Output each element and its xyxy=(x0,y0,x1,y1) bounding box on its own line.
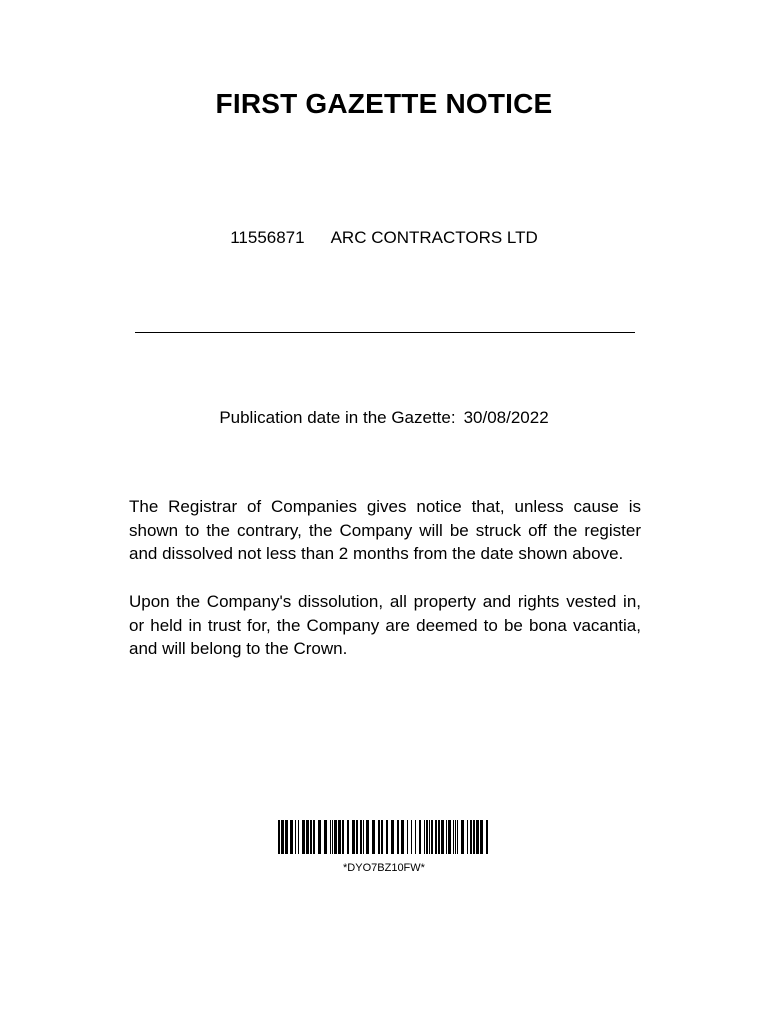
barcode-bar xyxy=(366,820,369,854)
barcode-bar xyxy=(278,820,280,854)
barcode-bar xyxy=(457,820,458,854)
page-title: FIRST GAZETTE NOTICE xyxy=(215,88,553,119)
barcode-bar xyxy=(426,820,428,854)
barcode-bar xyxy=(332,820,333,854)
barcode-bar xyxy=(438,820,440,854)
barcode-bar xyxy=(356,820,358,854)
barcode-bar xyxy=(302,820,305,854)
barcode-bar xyxy=(391,820,394,854)
barcode-bar xyxy=(290,820,293,854)
barcode-bar xyxy=(324,820,327,854)
barcode-bar xyxy=(441,820,444,854)
barcode-bar xyxy=(435,820,437,854)
barcode-bar xyxy=(446,820,447,854)
notice-paragraph-strike-off: The Registrar of Companies gives notice that, unless cause is shown to the contrary, the Company will be struck off the register and dissolved not less than 2 months from the date shown above. xyxy=(129,497,641,563)
barcode-bar xyxy=(381,820,383,854)
publication-date-value: 30/08/2022 xyxy=(463,408,549,427)
divider xyxy=(135,332,635,333)
barcode-bar xyxy=(470,820,472,854)
publication-date-label: Publication date in the Gazette: xyxy=(219,408,456,427)
barcode-bar xyxy=(397,820,399,854)
barcode-bar xyxy=(473,820,475,854)
barcode-bar xyxy=(363,820,364,854)
barcode-bar xyxy=(310,820,312,854)
barcode-bar xyxy=(415,820,416,854)
barcode-bar xyxy=(486,820,488,854)
barcode-bar xyxy=(342,820,344,854)
barcode-bar xyxy=(347,820,349,854)
barcode-bar xyxy=(448,820,451,854)
barcode-bar xyxy=(285,820,288,854)
barcode-bar xyxy=(360,820,362,854)
barcode-bar xyxy=(431,820,433,854)
barcode-bar xyxy=(306,820,309,854)
barcode-bar xyxy=(424,820,425,854)
barcode-bar xyxy=(330,820,331,854)
barcode-text: *DYO7BZ10FW* xyxy=(343,862,425,874)
barcode-bar xyxy=(372,820,375,854)
company-number: 11556871 xyxy=(230,228,305,247)
barcode-bar xyxy=(338,820,341,854)
barcode-bar xyxy=(386,820,388,854)
barcode-bar xyxy=(419,820,421,854)
barcode-bar xyxy=(411,820,412,854)
barcode-bar xyxy=(476,820,479,854)
barcode-bar xyxy=(401,820,404,854)
barcode-bar xyxy=(407,820,408,854)
barcode-bar xyxy=(467,820,468,854)
company-line xyxy=(0,228,768,248)
barcode-bar xyxy=(281,820,284,854)
barcode-bar xyxy=(318,820,321,854)
notice-paragraph-dissolution: Upon the Company's dissolution, all property and rights vested in, or held in trust for, the Company are deemed to be bona vacantia, and will belong to the Crown. xyxy=(129,592,641,658)
publication-date-line xyxy=(0,408,768,428)
barcode-bar xyxy=(480,820,483,854)
barcode-bar xyxy=(378,820,380,854)
company-name: ARC CONTRACTORS LTD xyxy=(330,228,538,247)
barcode-bar xyxy=(334,820,337,854)
barcode-bar xyxy=(455,820,456,854)
barcode-bar xyxy=(453,820,454,854)
barcode-bar xyxy=(298,820,299,854)
barcode-bar xyxy=(352,820,355,854)
barcode-bar xyxy=(461,820,464,854)
barcode xyxy=(278,820,490,854)
barcode-bar xyxy=(295,820,296,854)
barcode-bar xyxy=(429,820,430,854)
barcode-bar xyxy=(313,820,315,854)
